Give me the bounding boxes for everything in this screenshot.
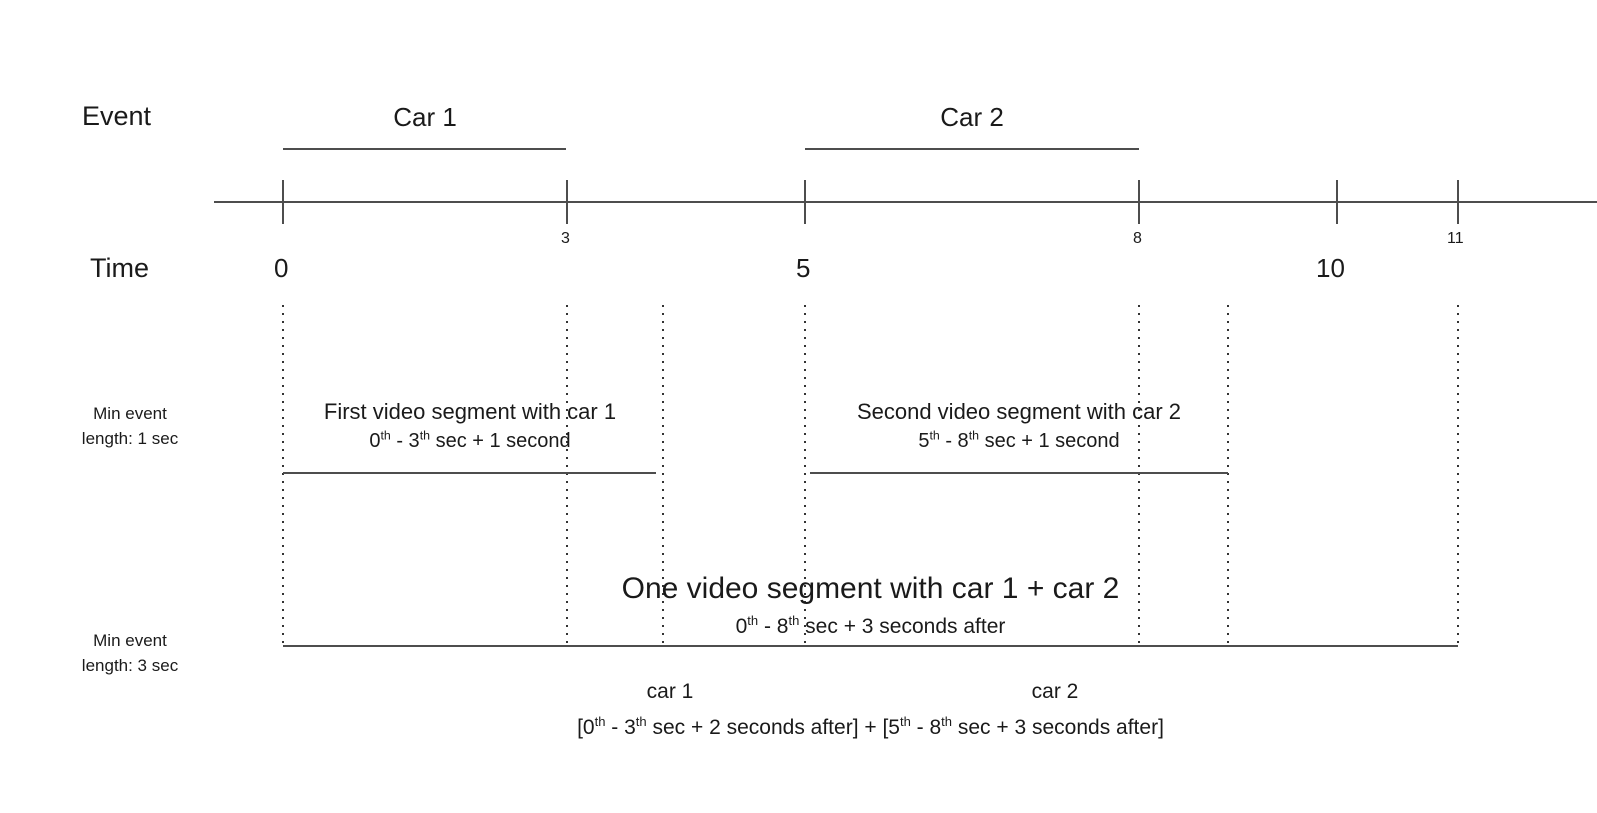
side-label-min3-line2: length: 3 sec	[81, 655, 179, 675]
formula-part4: - 8	[910, 716, 942, 739]
segment-label-combined-line1: One video segment with car 1 + car 2	[621, 572, 1120, 605]
combined-sub-prefix: 0	[735, 615, 748, 638]
segment-label-car2-line2	[810, 427, 1228, 455]
tick-label-11: 11	[1447, 230, 1464, 247]
tick-label-8: 8	[1133, 230, 1142, 247]
combined-sub-sup1: th	[747, 613, 759, 628]
side-label-min1-line2: length: 1 sec	[81, 428, 179, 448]
bottom-caption-car1: car 1	[646, 680, 694, 703]
row-label-event: Event	[82, 101, 152, 131]
formula-sup3: th	[899, 714, 911, 729]
side-label-min-event-1sec	[50, 402, 210, 451]
segment-car2-sub-prefix: 5	[918, 430, 930, 453]
segment-car2-sub-mid: - 8	[939, 430, 969, 453]
segment-car1-sub-prefix: 0	[369, 430, 381, 453]
formula-sup2: th	[635, 714, 647, 729]
combined-sub-suffix: sec + 3 seconds after	[799, 615, 1006, 638]
bottom-caption-car2: car 2	[1031, 680, 1079, 703]
formula-sup1: th	[594, 714, 606, 729]
event-title-car2: Car 2	[940, 102, 1004, 132]
segment-label-car1	[283, 396, 657, 456]
formula-sup4: th	[941, 714, 953, 729]
segment-car1-sub-suffix: sec + 1 second	[430, 430, 571, 453]
formula-part2: - 3	[605, 716, 636, 739]
segment-label-combined-line2	[283, 615, 1458, 639]
segment-label-car2	[810, 396, 1228, 456]
segment-car1-sub-sup1: th	[380, 428, 391, 443]
segment-car2-sub-sup2: th	[968, 428, 980, 443]
tick-label-3: 3	[561, 230, 570, 247]
formula-part5: sec + 3 seconds after]	[952, 716, 1164, 739]
combined-sub-mid: - 8	[758, 615, 789, 638]
side-label-min1-line1: Min event	[93, 404, 167, 423]
segment-label-car1-line2	[283, 427, 657, 455]
segment-label-car2-line1: Second video segment with car 2	[856, 399, 1182, 424]
side-label-min3-line1: Min event	[93, 631, 167, 650]
side-label-min-event-3sec	[50, 629, 210, 678]
formula-part3: sec + 2 seconds after] + [5	[646, 716, 900, 739]
segment-car2-sub-suffix: sec + 1 second	[979, 430, 1120, 453]
row-label-time: Time	[90, 253, 149, 283]
bottom-formula	[283, 712, 1458, 744]
formula-part1: [0	[577, 716, 595, 739]
segment-car1-sub-sup2: th	[419, 428, 431, 443]
tick-label-10: 10	[1316, 253, 1345, 283]
segment-label-car1-line1: First video segment with car 1	[323, 399, 617, 424]
segment-car1-sub-mid: - 3	[390, 430, 420, 453]
tick-label-0: 0	[274, 253, 289, 283]
event-title-car1: Car 1	[393, 102, 457, 132]
combined-sub-sup2: th	[788, 613, 800, 628]
tick-label-5: 5	[796, 253, 811, 283]
segment-car2-sub-sup1: th	[929, 428, 940, 443]
